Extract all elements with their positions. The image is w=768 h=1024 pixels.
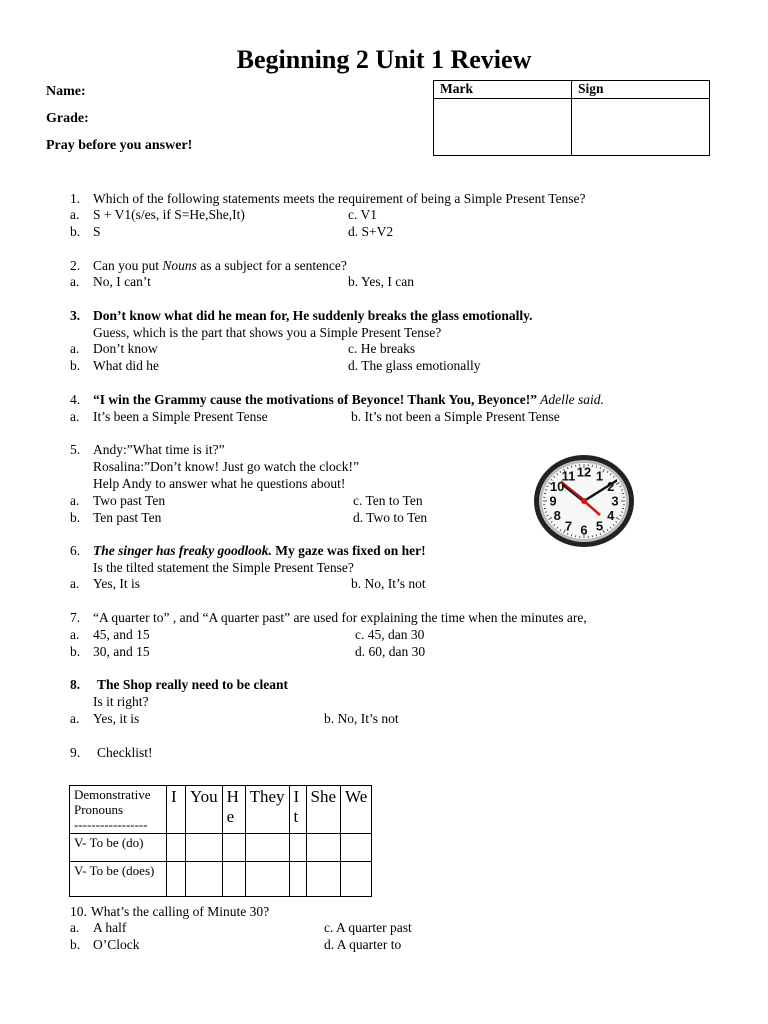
q2-option-a[interactable]: No, I can’t [93,274,151,289]
q7-a-letter: a. [70,627,80,642]
checklist-cell[interactable] [341,834,372,862]
q3-statement: Don’t know what did he mean for, He suddenly breaks the glass emotionally. [93,308,533,323]
q1-text: Which of the following statements meets the requirement of being a Simple Present Tense? [93,191,586,206]
q6-statement: The singer has freaky goodlook. My gaze was fixed on her! [93,543,426,558]
q10-option-b[interactable]: O’Clock [93,937,140,952]
checklist-header-label: Demonstrative Pronouns ----------------- [70,786,167,834]
clock-numeral: 2 [607,479,615,494]
pray-note: Pray before you answer! [46,138,193,153]
checklist-col-they: They [245,786,289,834]
q6-option-b[interactable]: b. No, It’s not [351,576,426,591]
q10-option-c[interactable]: c. A quarter past [324,920,412,935]
q2-a-letter: a. [70,274,80,289]
mark-header: Mark [434,81,572,99]
q7-option-d[interactable]: d. 60, dan 30 [355,644,426,659]
q5-line1: Andy:”What time is it?” [93,442,225,457]
checklist-col-we: We [341,786,372,834]
q5-a-letter: a. [70,493,80,508]
grade-label: Grade: [46,111,89,126]
checklist-cell[interactable] [306,862,341,897]
q3-number: 3. [70,308,81,323]
q8-a-letter: a. [70,711,80,726]
clock-numeral: 11 [561,468,576,484]
checklist-row-do-label: V- To be (do) [70,834,167,862]
q2-number: 2. [70,258,81,273]
q8-statement: The Shop really need to be cleant [97,677,289,692]
q5-line3: Help Andy to answer what he questions about! [93,476,346,491]
q1-option-c[interactable]: c. V1 [348,207,377,222]
q8-option-b[interactable]: b. No, It’s not [324,711,399,726]
q5-b-letter: b. [70,510,81,525]
clock-numeral: 5 [595,518,604,534]
q5-option-b[interactable]: Ten past Ten [93,510,162,525]
q7-number: 7. [70,610,81,625]
clock-center [581,498,587,504]
page-title: Beginning 2 Unit 1 Review [236,45,532,74]
q5-option-a[interactable]: Two past Ten [93,493,166,508]
q7-option-a[interactable]: 45, and 15 [93,627,150,642]
checklist-row-does-label: V- To be (does) [70,862,167,897]
mark-cell[interactable] [434,99,572,156]
clock-numeral: 10 [549,479,565,494]
q5-option-d[interactable]: d. Two to Ten [353,510,428,525]
checklist-cell[interactable] [222,834,245,862]
q1-option-b[interactable]: S [93,224,101,239]
q5-number: 5. [70,442,81,457]
sign-cell[interactable] [572,99,710,156]
checklist-cell[interactable] [306,834,341,862]
checklist-cell[interactable] [245,862,289,897]
q3-option-a[interactable]: Don’t know [93,341,158,356]
q1-b-letter: b. [70,224,81,239]
q1-option-a[interactable]: S + V1(s/es, if S=He,She,It) [93,207,245,222]
name-label: Name: [46,84,86,99]
q2-option-b[interactable]: b. Yes, I can [348,274,414,289]
checklist-cell[interactable] [186,862,223,897]
q3-option-c[interactable]: c. He breaks [348,341,416,356]
q7-option-c[interactable]: c. 45, dan 30 [355,627,425,642]
q3-b-letter: b. [70,358,81,373]
checklist-col-i: I [167,786,186,834]
checklist-cell[interactable] [167,862,186,897]
q7-b-letter: b. [70,644,81,659]
q6-number: 6. [70,543,81,558]
checklist-col-she: She [306,786,341,834]
mark-sign-table [433,80,710,156]
q5-option-c[interactable]: c. Ten to Ten [353,493,423,508]
q10-number: 10. [70,904,87,919]
q10-option-a[interactable]: A half [93,920,127,935]
q4-statement: “I win the Grammy cause the motivations of Beyonce! Thank You, Beyonce!” Adelle said. [93,392,604,407]
clock-numeral: 4 [607,508,615,523]
q3-a-letter: a. [70,341,80,356]
q7-text: “A quarter to” , and “A quarter past” are used for explaining the time when the minutes are, [93,610,587,625]
clock-numeral: 8 [553,508,561,523]
checklist-cell[interactable] [167,834,186,862]
q9-number: 9. [70,745,81,760]
checklist-cell[interactable] [222,862,245,897]
clock-numeral: 12 [576,464,592,480]
q4-number: 4. [70,392,81,407]
checklist-col-it: I t [289,786,306,834]
q1-a-letter: a. [70,207,80,222]
q10-option-d[interactable]: d. A quarter to [324,937,402,952]
q8-number: 8. [70,677,81,692]
q6-a-letter: a. [70,576,80,591]
clock-numeral: 1 [595,468,604,484]
q1-number: 1. [70,191,81,206]
q3-text: Guess, which is the part that shows you a Simple Present Tense? [93,325,442,340]
q10-a-letter: a. [70,920,80,935]
q10-text: What’s the calling of Minute 30? [91,904,270,919]
checklist-cell[interactable] [289,834,306,862]
checklist-cell[interactable] [289,862,306,897]
q7-option-b[interactable]: 30, and 15 [93,644,150,659]
q8-option-a[interactable]: Yes, it is [93,711,140,726]
q4-option-a[interactable]: It’s been a Simple Present Tense [93,409,268,424]
q9-text: Checklist! [97,745,153,760]
checklist-table [69,785,372,897]
q4-option-b[interactable]: b. It’s not been a Simple Present Tense [351,409,560,424]
checklist-cell[interactable] [186,834,223,862]
clock-numeral: 9 [549,493,557,509]
q6-option-a[interactable]: Yes, It is [93,576,141,591]
q8-text: Is it right? [93,694,149,709]
clock-numeral: 3 [611,493,619,509]
q6-text: Is the tilted statement the Simple Present Tense? [93,560,354,575]
checklist-col-he: H e [222,786,245,834]
checklist-cell[interactable] [341,862,372,897]
q4-a-letter: a. [70,409,80,424]
clock-numeral: 7 [564,518,573,534]
q10-b-letter: b. [70,937,81,952]
checklist-col-you: You [186,786,223,834]
q5-line2: Rosalina:”Don’t know! Just go watch the clock!” [93,459,359,474]
q3-option-b[interactable]: What did he [93,358,159,373]
checklist-cell[interactable] [245,834,289,862]
sign-header: Sign [572,81,710,99]
q3-option-d[interactable]: d. The glass emotionally [348,358,481,373]
clock-numeral: 6 [580,522,588,538]
q1-option-d[interactable]: d. S+V2 [348,224,394,239]
wall-clock-image [532,453,636,549]
q2-text: Can you put Nouns as a subject for a sentence? [93,258,347,273]
